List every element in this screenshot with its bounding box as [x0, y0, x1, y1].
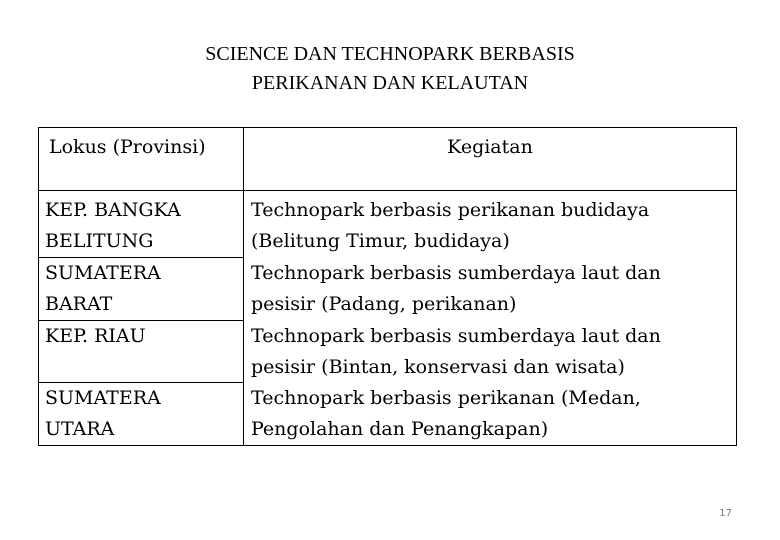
- slide-title-line-1: SCIENCE DAN TECHNOPARK BERBASIS: [205, 43, 575, 65]
- kegiatan-line: pesisir (Bintan, konservasi dan wisata): [251, 355, 625, 378]
- header-lokus: Lokus (Provinsi): [39, 128, 244, 191]
- lokus-cell: [39, 191, 244, 258]
- lokus-line: UTARA: [45, 418, 115, 440]
- page-number: 17: [719, 508, 732, 519]
- kegiatan-cell: [244, 321, 737, 383]
- kegiatan-line: (Belitung Timur, budidaya): [251, 230, 510, 252]
- lokus-kegiatan-table: [38, 127, 737, 446]
- kegiatan-line: Pengolahan dan Penangkapan): [251, 417, 549, 440]
- kegiatan-line: Technopark berbasis sumberdaya laut dan: [251, 261, 661, 284]
- lokus-line: KEP. RIAU: [45, 325, 146, 347]
- kegiatan-line: Technopark berbasis perikanan (Medan,: [251, 386, 641, 409]
- kegiatan-cell: [244, 258, 737, 321]
- lokus-cell: [39, 321, 244, 383]
- table-row: [39, 321, 737, 383]
- slide-title-line-2: PERIKANAN DAN KELAUTAN: [251, 72, 529, 94]
- kegiatan-cell: [244, 191, 737, 258]
- kegiatan-cell: [244, 383, 737, 446]
- lokus-cell: [39, 383, 244, 446]
- header-kegiatan: Kegiatan: [244, 128, 737, 191]
- lokus-line: SUMATERA: [45, 387, 161, 409]
- lokus-line: KEP. BANGKA: [45, 199, 181, 221]
- slide-title: [0, 40, 780, 98]
- table-header-row: [39, 128, 737, 191]
- kegiatan-line: Technopark berbasis perikanan budidaya: [251, 199, 650, 221]
- table-row: [39, 383, 737, 446]
- lokus-line: SUMATERA: [45, 262, 161, 284]
- lokus-line: BARAT: [45, 293, 113, 315]
- kegiatan-line: Technopark berbasis sumberdaya laut dan: [251, 324, 661, 347]
- table-row: [39, 191, 737, 258]
- lokus-cell: [39, 258, 244, 321]
- table-row: [39, 258, 737, 321]
- kegiatan-line: pesisir (Padang, perikanan): [251, 292, 517, 315]
- lokus-line: BELITUNG: [45, 230, 154, 252]
